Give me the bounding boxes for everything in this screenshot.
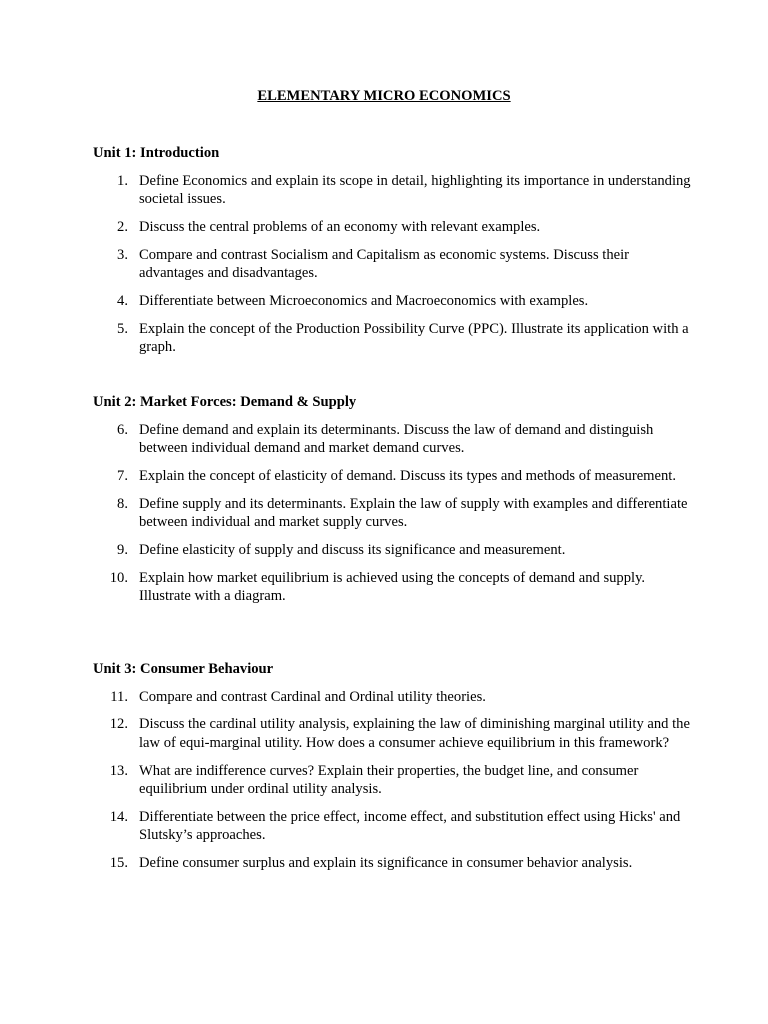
question-number: 9.: [117, 541, 128, 558]
question-number: 15.: [109, 855, 128, 872]
unit-2-question-list: [93, 421, 693, 606]
question-number: 2.: [117, 218, 128, 235]
question-text: Explain the concept of elasticity of demand. Discuss its types and methods of measurement.: [139, 467, 676, 484]
question-text: Explain the concept of the Production Possibility Curve (PPC). Illustrate its application with a graph.: [139, 320, 689, 356]
question-text: Define demand and explain its determinants. Discuss the law of demand and distinguish between individual demand and market demand curves.: [139, 421, 654, 456]
question-item: [93, 688, 693, 707]
question-text: Explain how market equilibrium is achieved using the concepts of demand and supply. Illustrate with a diagram.: [139, 569, 646, 605]
question-item: [93, 715, 693, 752]
question-item: [93, 808, 693, 845]
question-item: [93, 495, 693, 532]
question-text: Discuss the central problems of an economy with relevant examples.: [139, 218, 541, 235]
question-number: 14.: [109, 808, 128, 825]
question-item: [93, 292, 693, 311]
question-text: Define elasticity of supply and discuss its significance and measurement.: [139, 541, 566, 558]
question-number: 6.: [117, 421, 128, 438]
unit-1-heading: Unit 1: Introduction: [93, 145, 220, 161]
question-text: Differentiate between the price effect, income effect, and substitution effect using Hicks' and Slutsky’s approaches.: [139, 808, 681, 844]
question-text: What are indifference curves? Explain their properties, the budget line, and consumer equilibrium under ordinal utility analysis.: [139, 762, 639, 798]
question-number: 12.: [109, 716, 128, 733]
unit-3-heading: Unit 3: Consumer Behaviour: [93, 661, 274, 677]
question-number: 4.: [117, 292, 128, 309]
question-number: 7.: [117, 467, 128, 484]
question-number: 13.: [109, 762, 128, 779]
unit-1-question-list: [93, 172, 693, 357]
question-number: 10.: [109, 569, 128, 586]
unit-3-section: [93, 660, 693, 882]
question-text: Compare and contrast Socialism and Capitalism as economic systems. Discuss their advantages and disadvantages.: [139, 246, 630, 282]
question-item: [93, 246, 693, 283]
question-text: Define supply and its determinants. Explain the law of supply with examples and differentiate between individual and market supply curves.: [139, 495, 688, 531]
unit-2-section: [93, 393, 693, 615]
question-number: 5.: [117, 320, 128, 337]
question-item: [93, 541, 693, 560]
unit-3-question-list: [93, 688, 693, 873]
question-item: [93, 320, 693, 357]
question-item: [93, 467, 693, 486]
unit-1-section: [93, 144, 693, 366]
question-item: [93, 854, 693, 873]
question-number: 1.: [117, 172, 128, 189]
question-text: Compare and contrast Cardinal and Ordinal utility theories.: [139, 688, 486, 705]
question-text: Differentiate between Microeconomics and Macroeconomics with examples.: [139, 292, 589, 309]
question-text: Define consumer surplus and explain its significance in consumer behavior analysis.: [139, 855, 633, 872]
unit-2-heading: Unit 2: Market Forces: Demand & Supply: [93, 394, 357, 410]
question-text: Define Economics and explain its scope in detail, highlighting its importance in understanding societal issues.: [139, 172, 691, 207]
question-item: [93, 218, 693, 237]
question-text: Discuss the cardinal utility analysis, explaining the law of diminishing marginal utility and the law of equi-marginal utility. How does a consumer achieve equilibrium in this framework?: [139, 716, 690, 751]
question-number: 8.: [117, 495, 128, 512]
question-item: [93, 172, 693, 209]
question-number: 3.: [117, 246, 128, 263]
question-item: [93, 762, 693, 799]
question-item: [93, 569, 693, 606]
question-item: [93, 421, 693, 458]
question-number: 11.: [110, 688, 128, 705]
document-title: ELEMENTARY MICRO ECONOMICS: [257, 88, 511, 104]
